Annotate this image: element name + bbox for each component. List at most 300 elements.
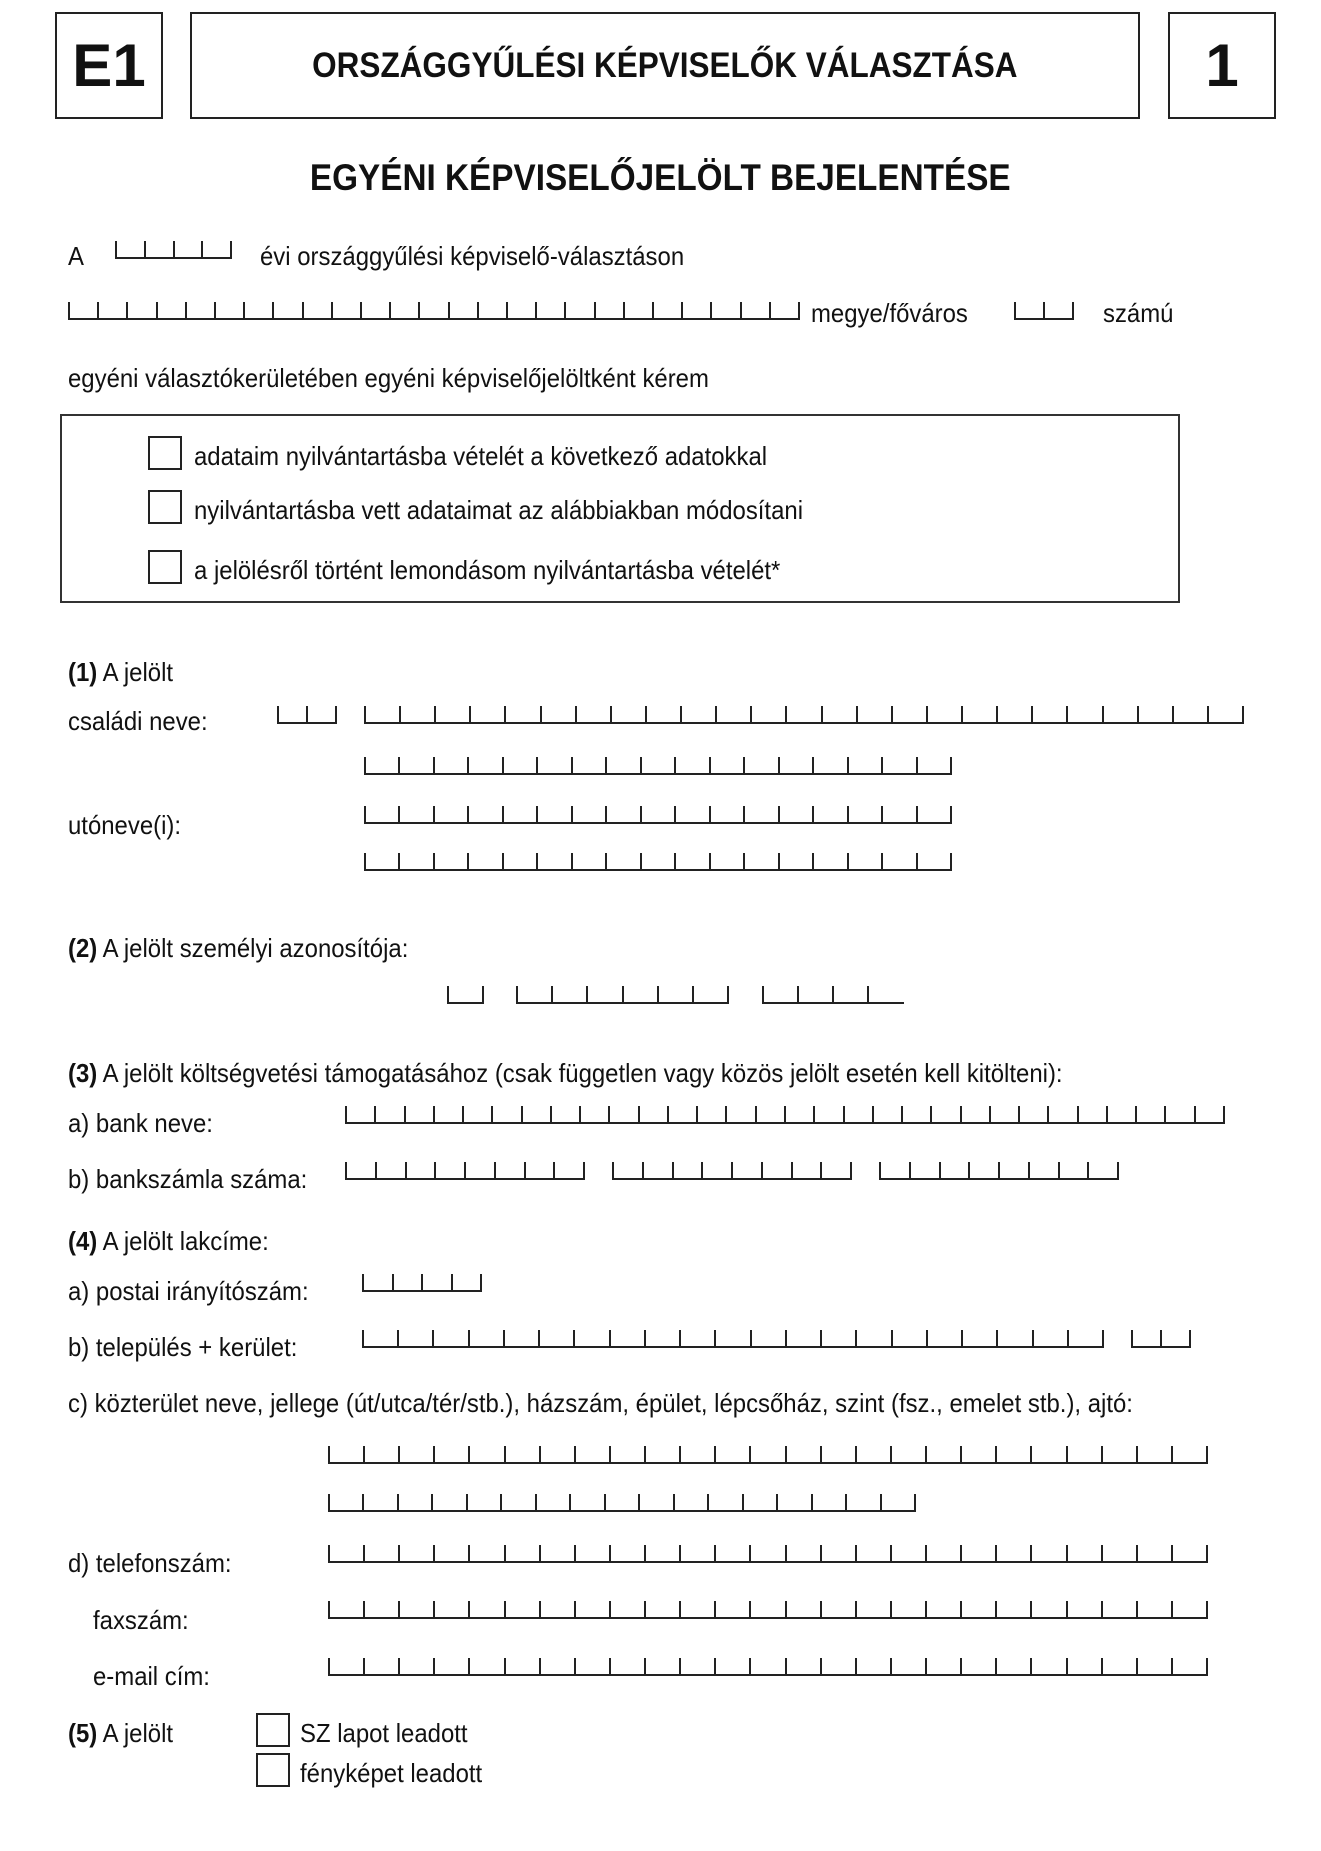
cell-tick [398,806,400,824]
cell-tick [1047,1106,1049,1124]
cell-tick [605,853,607,871]
given-name-field-1[interactable] [364,806,952,824]
personal-id-part1[interactable] [447,986,484,1004]
cell-tick [856,706,858,724]
cell-tick [482,986,484,1004]
cell-tick [916,806,918,824]
city-field[interactable] [362,1330,1104,1348]
photo-label: fényképet leadott [300,1758,483,1788]
cell-tick [820,1545,822,1563]
s4-street-label: c) közterület neve, jellege (út/utca/tér/stb.), házszám, épület, lépcsőház, szint (fsz., emelet stb.), ajtó: [68,1388,1133,1418]
cell-tick [715,706,717,724]
cell-tick [998,1162,1000,1180]
cell-tick [950,853,952,871]
cell-tick [502,853,504,871]
cell-tick [1171,1545,1173,1563]
bank-name-field[interactable] [345,1106,1225,1124]
cell-tick [306,706,308,724]
cell-tick [586,986,588,1004]
cell-tick [1030,1601,1032,1619]
cell-tick [749,1658,751,1676]
cell-tick [1194,1106,1196,1124]
cell-tick [397,1330,399,1348]
cell-tick [1135,1106,1137,1124]
cell-tick [785,1545,787,1563]
cell-tick [1172,706,1174,724]
cell-tick [812,806,814,824]
cell-tick [397,1494,399,1512]
cell-tick [644,1446,646,1464]
cell-tick [872,1106,874,1124]
phone-field[interactable] [328,1545,1208,1563]
cell-tick [890,1545,892,1563]
cell-tick [891,1330,893,1348]
cell-tick [500,1494,502,1512]
cell-tick [679,1601,681,1619]
cell-tick [536,853,538,871]
cell-tick [504,706,506,724]
option-modify-checkbox[interactable] [148,490,182,524]
cell-tick [574,1601,576,1619]
cell-tick [778,853,780,871]
cell-tick [1072,302,1074,320]
cell-tick [926,706,928,724]
cell-tick [1171,1658,1173,1676]
cell-tick [679,1330,681,1348]
cell-tick [539,1545,541,1563]
cell-tick [612,1162,614,1180]
cell-tick [820,1330,822,1348]
cell-tick [431,1494,433,1512]
cell-tick [925,1446,927,1464]
cell-tick [843,1106,845,1124]
cell-tick [364,706,366,724]
cell-tick [1066,706,1068,724]
option-register-checkbox[interactable] [148,436,182,470]
cell-tick [551,986,553,1004]
cell-tick [1242,706,1244,724]
cell-tick [867,986,869,1004]
s4-phone-label: d) telefonszám: [68,1548,232,1578]
cell-tick [605,806,607,824]
cell-tick [398,1446,400,1464]
cell-tick [847,853,849,871]
s3-account-label: b) bankszámla száma: [68,1164,308,1194]
cell-tick [820,1601,822,1619]
page-number: 1 [1205,32,1239,99]
cell-tick [398,1658,400,1676]
cell-tick [345,1106,347,1124]
cell-tick [750,1330,752,1348]
cell-tick [960,1446,962,1464]
cell-tick [855,1545,857,1563]
cell-tick [679,1446,681,1464]
option-register-label: adataim nyilvántartásba vételét a következő adatokkal [194,441,768,471]
cell-tick [405,1162,407,1180]
family-name-field-1[interactable] [364,706,1244,724]
cell-tick [709,757,711,775]
cell-tick [820,1162,822,1180]
cell-tick [961,1330,963,1348]
cell-tick [1117,1162,1119,1180]
cell-tick [467,806,469,824]
given-name-field-2[interactable] [364,853,952,871]
cell-tick [1101,1601,1103,1619]
cell-tick [1058,1162,1060,1180]
cell-tick [363,1446,365,1464]
cell-tick [1136,1601,1138,1619]
cell-tick [820,1658,822,1676]
cell-tick [1106,1106,1108,1124]
cell-tick [681,302,683,320]
cell-tick [464,1162,466,1180]
cell-tick [960,1601,962,1619]
cell-tick [692,986,694,1004]
cell-tick [1164,1106,1166,1124]
cell-tick [995,1658,997,1676]
s4-city-label: b) település + kerület: [68,1332,298,1362]
cell-tick [392,1274,394,1292]
cell-tick [996,1330,998,1348]
cell-tick [539,1446,541,1464]
cell-tick [1171,1446,1173,1464]
district-number-field[interactable] [1014,302,1074,320]
cell-tick [480,1274,482,1292]
cell-tick [939,1162,941,1180]
cell-tick [468,1601,470,1619]
cell-tick [820,1446,822,1464]
cell-tick [709,853,711,871]
county-field[interactable] [68,302,800,320]
cell-tick [540,706,542,724]
cell-tick [569,1494,571,1512]
cell-tick [640,757,642,775]
sz-sheet-checkbox[interactable] [256,1713,290,1747]
bank-account-part3[interactable] [879,1162,1119,1180]
cell-tick [467,757,469,775]
cell-tick [97,302,99,320]
intro-county: megye/főváros [811,298,968,328]
cell-tick [1066,1446,1068,1464]
cell-tick [1030,1658,1032,1676]
cell-tick [714,1601,716,1619]
cell-tick [925,1601,927,1619]
street-field-2[interactable] [328,1494,916,1512]
cell-tick [468,1446,470,1464]
sz-sheet-label: SZ lapot leadott [300,1718,468,1748]
cell-tick [1043,302,1045,320]
cell-tick [433,806,435,824]
cell-tick [504,1545,506,1563]
district-field[interactable] [1131,1330,1191,1348]
cell-tick [363,1658,365,1676]
cell-tick [813,1106,815,1124]
option-withdraw-checkbox[interactable] [148,550,182,584]
cell-tick [855,1446,857,1464]
cell-tick [504,1658,506,1676]
cell-tick [609,1601,611,1619]
cell-tick [433,757,435,775]
cell-tick [418,302,420,320]
cell-tick [642,1162,644,1180]
cell-tick [743,757,745,775]
cell-tick [989,1106,991,1124]
cell-tick [701,1162,703,1180]
bank-account-part1[interactable] [345,1162,585,1180]
cell-tick [1066,1601,1068,1619]
cell-tick [1171,1601,1173,1619]
cell-tick [960,1658,962,1676]
cell-tick [1101,1446,1103,1464]
cell-tick [433,1446,435,1464]
cell-tick [389,302,391,320]
cell-tick [433,1106,435,1124]
bank-account-part2[interactable] [612,1162,852,1180]
cell-tick [230,241,232,259]
cell-tick [1067,1330,1069,1348]
cell-tick [447,986,449,1004]
cell-tick [672,1162,674,1180]
cell-tick [609,1330,611,1348]
cell-tick [680,706,682,724]
cell-tick [575,706,577,724]
cell-tick [798,302,800,320]
cell-tick [328,1545,330,1563]
cell-tick [328,1494,330,1512]
cell-tick [1018,1106,1020,1124]
cell-tick [1136,1545,1138,1563]
cell-tick [673,1494,675,1512]
cell-tick [491,1106,493,1124]
cell-tick [925,1545,927,1563]
cell-tick [214,302,216,320]
cell-tick [1032,1330,1034,1348]
cell-tick [1206,1545,1208,1563]
cell-tick [68,302,70,320]
cell-tick [564,302,566,320]
cell-tick [573,1330,575,1348]
cell-tick [1030,1446,1032,1464]
cell-tick [609,1545,611,1563]
email-field[interactable] [328,1658,1208,1676]
cell-tick [1206,1601,1208,1619]
cell-tick [909,1162,911,1180]
intro-line3: egyéni választókerületében egyéni képviselőjelöltként kérem [68,363,709,393]
cell-tick [821,706,823,724]
cell-tick [328,1446,330,1464]
cell-tick [749,1545,751,1563]
s2-heading: (2) A jelölt személyi azonosítója: [68,933,409,963]
cell-tick [1077,1106,1079,1124]
cell-tick [468,1658,470,1676]
cell-tick [1101,1545,1103,1563]
cell-tick [331,302,333,320]
cell-tick [995,1545,997,1563]
family-name-prefix-field[interactable] [277,706,337,724]
cell-tick [714,1446,716,1464]
intro-a: A [68,241,84,271]
cell-tick [115,241,117,259]
cell-tick [1014,302,1016,320]
cell-tick [1102,706,1104,724]
cell-tick [1102,1330,1104,1348]
cell-tick [926,1330,928,1348]
cell-tick [750,706,752,724]
cell-tick [468,1545,470,1563]
cell-tick [404,1106,406,1124]
cell-tick [714,1658,716,1676]
cell-tick [272,302,274,320]
cell-tick [652,302,654,320]
cell-tick [714,1330,716,1348]
cell-tick [156,302,158,320]
option-withdraw-label: a jelölésről történt lemondásom nyilvántartásba vételét* [194,555,781,585]
cell-tick [855,1330,857,1348]
s1-family-label: családi neve: [68,706,208,736]
cell-tick [421,1274,423,1292]
cell-tick [126,302,128,320]
cell-tick [506,302,508,320]
cell-tick [364,806,366,824]
cell-tick [571,806,573,824]
zip-field[interactable] [362,1274,482,1292]
cell-tick [550,1106,552,1124]
cell-tick [890,1601,892,1619]
cell-tick [930,1106,932,1124]
cell-tick [364,757,366,775]
cell-tick [657,986,659,1004]
cell-tick [707,1494,709,1512]
cell-tick [583,1162,585,1180]
cell-tick [502,806,504,824]
cell-tick [185,302,187,320]
photo-checkbox[interactable] [256,1753,290,1787]
cell-tick [960,1106,962,1124]
cell-tick [710,302,712,320]
cell-tick [516,986,518,1004]
cell-tick [360,302,362,320]
s5-heading: (5) A jelölt [68,1718,174,1748]
s3-bank-label: a) bank neve: [68,1108,213,1138]
cell-tick [785,1601,787,1619]
s4-zip-label: a) postai irányítószám: [68,1276,309,1306]
cell-tick [302,302,304,320]
cell-tick [451,1274,453,1292]
cell-tick [880,1494,882,1512]
cell-tick [644,1545,646,1563]
cell-tick [791,1162,793,1180]
cell-tick [950,757,952,775]
cell-tick [363,1601,365,1619]
cell-tick [740,302,742,320]
cell-tick [1131,1330,1133,1348]
cell-tick [553,1162,555,1180]
cell-tick [539,1601,541,1619]
family-name-field-2[interactable] [364,757,952,775]
form-code: E1 [72,32,146,99]
cell-tick [696,1106,698,1124]
cell-tick [1206,1658,1208,1676]
cell-tick [1066,1658,1068,1676]
cell-tick [1030,1545,1032,1563]
cell-tick [785,1658,787,1676]
cell-tick [674,806,676,824]
cell-tick [879,1162,881,1180]
cell-tick [398,1601,400,1619]
cell-tick [536,806,538,824]
cell-tick [609,1446,611,1464]
cell-tick [1087,1162,1089,1180]
cell-tick [749,1601,751,1619]
personal-id-part3[interactable] [762,986,904,1004]
election-title: ORSZÁGGYŰLÉSI KÉPVISELŐK VÁLASZTÁSA [312,45,1018,85]
cell-tick [916,757,918,775]
cell-tick [785,1330,787,1348]
cell-tick [679,1658,681,1676]
cell-tick [1189,1330,1191,1348]
cell-tick [778,806,780,824]
option-modify-label: nyilvántartásba vett adataimat az alábbiakban módosítani [194,495,804,525]
cell-tick [644,1658,646,1676]
cell-tick [761,1162,763,1180]
form-code-box [55,12,163,119]
cell-tick [502,757,504,775]
cell-tick [925,1658,927,1676]
cell-tick [855,1658,857,1676]
cell-tick [731,1162,733,1180]
cell-tick [398,1545,400,1563]
cell-tick [328,1601,330,1619]
cell-tick [433,1601,435,1619]
cell-tick [579,1106,581,1124]
cell-tick [538,1330,540,1348]
cell-tick [960,1545,962,1563]
street-field-1[interactable] [328,1446,1208,1464]
cell-tick [345,1162,347,1180]
cell-tick [743,806,745,824]
intro-number: számú [1103,298,1174,328]
s1-heading: (1) A jelölt [68,657,174,687]
cell-tick [850,1162,852,1180]
cell-tick [363,1545,365,1563]
year-field[interactable] [115,241,232,259]
cell-tick [812,853,814,871]
cell-tick [362,1330,364,1348]
cell-tick [890,1446,892,1464]
cell-tick [1031,706,1033,724]
cell-tick [784,1106,786,1124]
cell-tick [462,1106,464,1124]
fax-field[interactable] [328,1601,1208,1619]
cell-tick [503,1330,505,1348]
cell-tick [1101,1658,1103,1676]
cell-tick [644,1330,646,1348]
cell-tick [961,706,963,724]
s4-heading: (4) A jelölt lakcíme: [68,1226,269,1256]
cell-tick [574,1658,576,1676]
cell-tick [1136,1658,1138,1676]
personal-id-part2[interactable] [516,986,729,1004]
cell-tick [448,302,450,320]
cell-tick [328,1658,330,1676]
cell-tick [855,1601,857,1619]
cell-tick [968,1162,970,1180]
cell-tick [571,853,573,871]
cell-tick [362,1274,364,1292]
cell-tick [640,806,642,824]
cell-tick [644,1601,646,1619]
cell-tick [1160,1330,1162,1348]
